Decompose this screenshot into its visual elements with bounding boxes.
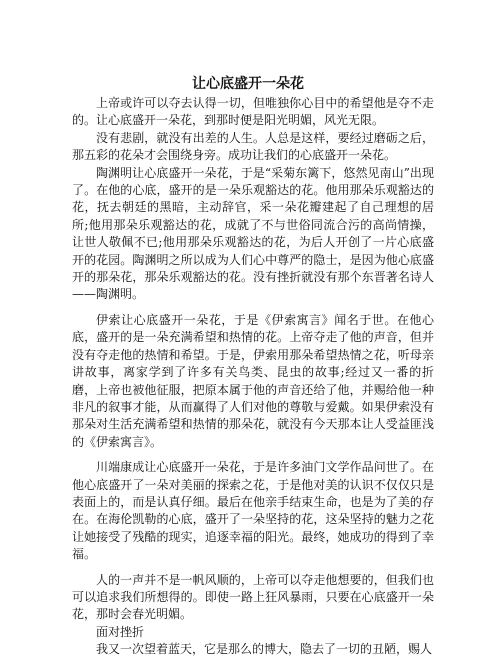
paragraph-6: 人的一声并不是一帆风顺的，上帝可以夺走他想要的，但我们也可以追求我们所想得的。即使一路上狂风暴雨，只要在心底盛开一朵花，那时会春光明媚。 xyxy=(72,572,434,622)
section-heading: 面对挫折 xyxy=(96,624,145,639)
paragraph-4: 伊索让心底盛开一朵花，于是《伊索寓言》闻名于世。在他心底，盛开的是一朵充满希望和热情的花。上帝夺走了他的声音，但并没有夺走他的热情和希望。于是，伊索用那朵希望热情之花，听母亲讲故事，离家学到了许多有关鸟类、昆虫的故事;经过又一番的折磨，上帝也被他征服，把原本属于他的声音还给了他，并赐给他一种非凡的叙事才能，从而赢得了人们对他的尊敬与爱戴。如果伊索没有那朵对生活充满希望和热情的那朵花，就没有今天那本让人受益匪浅的《伊索寓言》。 xyxy=(72,312,434,449)
paragraph-2: 没有悲剧，就没有出差的人生。人总是这样，要经过磨砺之后，那五彩的花朵才会围绕身旁。成功让我们的心底盛开一朵花。 xyxy=(72,130,434,163)
paragraph-gap xyxy=(72,564,434,572)
paragraph-5: 川端康成让心底盛开一朵花，于是许多油门文学作品问世了。在他心底盛开了一朵对美丽的探索之花，于是他对美的认识不仅仅只是表面上的，而是认真仔细。最后在他亲手结束生命，也是为了美的存在。在海伦凯勒的心底，盛开了一朵坚持的花，这朵坚持的魅力之花让她接受了残酷的现实，追逐幸福的阳光。最终，她成功的得到了幸福。 xyxy=(72,460,434,562)
document-title: 让心底盛开一朵花 xyxy=(192,76,304,92)
document-body xyxy=(72,95,434,659)
paragraph-gap xyxy=(72,451,434,459)
paragraph-7: 我又一次望着蓝天，它是那么的博大，隐去了一切的丑陋，赐人 xyxy=(96,642,433,657)
paragraph-3: 陶渊明让心底盛开一朵花，于是“采菊东篱下，悠然见南山”出现了。在他的心底，盛开的是一朵乐观豁达的花。他用那朵乐观豁达的花，抚去朝廷的黑暗，主动辞官，采一朵花瓣建起了自己理想的居所;他用那朵乐观豁达的花，成就了不与世俗同流合污的高尚情操，让世人敬佩不已;他用那朵乐观豁达的花，为后人开创了一片心底盛开的花园。陶渊明之所以成为人们心中尊严的隐士，是因为他心底盛开的那朵花，那朵乐观豁达的花。没有挫折就没有那个东晋著名诗人——陶渊明。 xyxy=(72,165,434,302)
paragraph-1: 上帝或许可以夺去认得一切，但唯独你心目中的希望他是夺不走的。让心底盛开一朵花，到那时便是阳光明媚，风光无限。 xyxy=(72,96,434,128)
paragraph-gap xyxy=(72,304,434,312)
